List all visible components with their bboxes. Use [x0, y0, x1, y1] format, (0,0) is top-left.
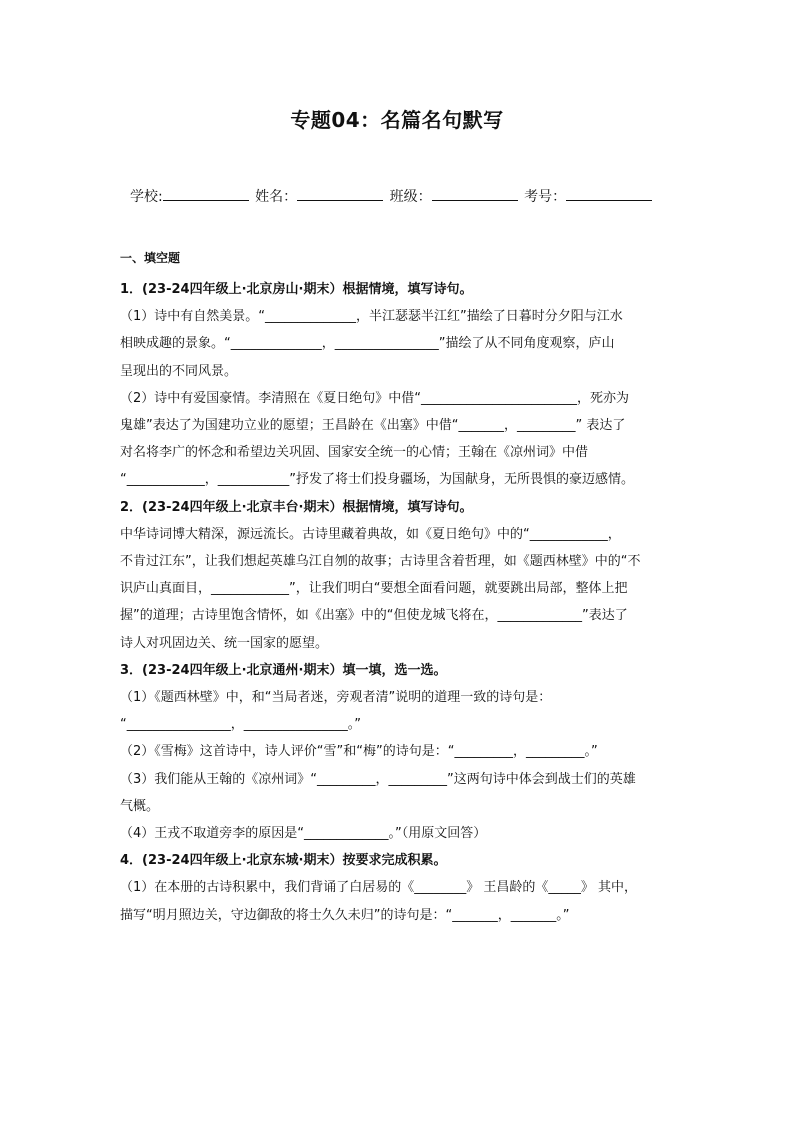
question-4-heading: 4．(23-24四年级上·北京东城·期末）按要求完成积累。 — [120, 853, 447, 869]
text-line: 描写“明月照边关，守边御敌的将士久久未归”的诗句是：“_______，_______。” — [120, 907, 570, 923]
text-line: 对名将李广的怀念和希望边关巩固、国家安全统一的心情；王翰在《凉州词》中借 — [120, 445, 589, 461]
student-info-row — [130, 186, 690, 206]
exam-number-label: 考号： — [524, 189, 567, 205]
text-line: “____________，___________”抒发了将士们投身疆场，为国献身，无所畏惧的豪迈感情。 — [120, 472, 634, 488]
text-line: 识庐山真面目，____________”，让我们明白“要想全面看问题，就要跳出局部，整体上把 — [120, 581, 628, 597]
text-line: （4）王戎不取道旁李的原因是“_____________。”（用原文回答） — [120, 826, 487, 842]
text-line: 呈现出的不同风景。 — [120, 363, 238, 379]
text-line: （1）诗中有自然美景。“______________，半江瑟瑟半江红”描绘了日暮时分夕阳与江水 — [120, 309, 623, 325]
text-line: “________________，________________。” — [120, 717, 361, 733]
school-blank[interactable] — [163, 186, 249, 201]
page-title: 专题04：名篇名句默写 — [290, 108, 504, 132]
question-1-heading: 1．(23-24四年级上·北京房山·期末）根据情境，填写诗句。 — [120, 282, 473, 297]
name-label: 姓名： — [255, 189, 298, 205]
question-3-heading: 3．(23-24四年级上·北京通州·期末）填一填，选一选。 — [120, 662, 447, 678]
class-blank[interactable] — [432, 186, 518, 201]
exam-number-blank[interactable] — [566, 186, 652, 201]
text-line: （2）诗中有爱国豪情。李清照在《夏日绝句》中借“________________________，死亦为 — [120, 390, 630, 406]
question-2-heading: 2．(23-24四年级上·北京丰台·期末）根据情境，填写诗句。 — [120, 499, 473, 515]
school-label: 学校: — [130, 189, 163, 205]
text-line: 诗人对巩固边关、统一国家的愿望。 — [120, 635, 329, 651]
text-line: （2）《雪梅》这首诗中，诗人评价“雪”和“梅”的诗句是：“_________，_________。” — [120, 744, 598, 760]
text-line: 中华诗词博大精深，源远流长。古诗里藏着典故，如《夏日绝句》中的“____________， — [120, 526, 621, 542]
text-line: （3）我们能从王翰的《凉州词》“_________，_________”这两句诗中体会到战士们的英雄 — [120, 771, 636, 787]
section-heading: 一、填空题 — [120, 251, 181, 265]
text-line: （1）《题西林壁》中，和“当局者迷，旁观者清”说明的道理一致的诗句是： — [120, 690, 552, 706]
text-line: 鬼雄”表达了为国建功立业的愿望；王昌龄在《出塞》中借“_______，_________” 表达了 — [120, 418, 626, 434]
text-line: 不肯过江东”，让我们想起英雄乌江自刎的故事；古诗里含着哲理，如《题西林壁》中的“不 — [120, 554, 641, 570]
text-line: 相映成趣的景象。“______________，________________”描绘了从不同角度观察，庐山 — [120, 336, 615, 352]
name-blank[interactable] — [297, 186, 383, 201]
text-line: 气概。 — [120, 798, 160, 814]
question-body — [120, 276, 682, 929]
text-line: 握”的道理；古诗里饱含情怀，如《出塞》中的“但使龙城飞将在，_____________”表达了 — [120, 608, 628, 624]
text-line: （1）在本册的古诗积累中，我们背诵了白居易的《________》 王昌龄的《_____》 其中， — [120, 880, 638, 896]
class-label: 班级： — [389, 189, 432, 205]
